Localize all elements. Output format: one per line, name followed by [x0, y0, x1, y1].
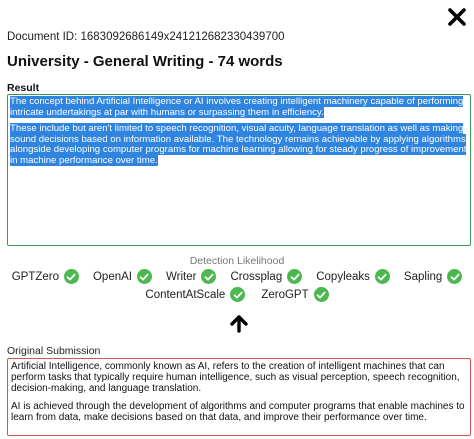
result-paragraph-1: The concept behind Artificial Intelligence or AI involves creating intelligent machinery capable of performing intricate undertakings at par with humans or surpassing them in efficiency. [10, 96, 464, 118]
page-title: University - General Writing - 74 words [7, 53, 283, 70]
detector-writer [166, 269, 216, 284]
detector-label: GPTZero [11, 270, 59, 283]
document-id: Document ID: 1683092686149x241212682330439700 [7, 31, 285, 43]
check-circle-icon [230, 287, 245, 302]
detector-row-2 [0, 287, 474, 302]
detector-openai [93, 269, 152, 284]
detector-label: Copyleaks [316, 270, 370, 283]
detector-zerogpt [261, 287, 328, 302]
detector-label: ZeroGPT [261, 288, 309, 301]
arrow-up-icon [229, 315, 249, 333]
detection-likelihood-heading: Detection Likelihood [189, 255, 285, 267]
original-paragraph-1: Artificial Intelligence, commonly known as AI, refers to the creation of intelligent machines that can perform tasks that typically require human intelligence, such as visual perception, speech recognition, decision-making, and language translation. [11, 361, 460, 395]
detector-sapling [404, 269, 462, 284]
detector-label: ContentAtScale [145, 288, 226, 301]
detector-label: Sapling [403, 270, 443, 283]
detector-crossplag [230, 269, 302, 284]
detector-contentatscale [145, 287, 245, 302]
detector-label: OpenAI [92, 270, 132, 283]
original-submission-label: Original Submission [7, 345, 101, 357]
result-label: Result [7, 82, 40, 94]
original-paragraph-2: AI is achieved through the development of algorithms and computer programs that enable machines to learn from data, make decisions based on that data, and improve their performance over time. [11, 400, 465, 423]
detector-gptzero [12, 269, 79, 284]
check-circle-icon [375, 269, 390, 284]
original-submission-textarea[interactable] [7, 358, 471, 436]
check-circle-icon [137, 269, 152, 284]
check-circle-icon [287, 269, 302, 284]
check-circle-icon [64, 269, 79, 284]
result-paragraph-2: These include but aren't limited to speech recognition, visual acuity, language translation as well as making sound decisions based on information available. The technology remains achievable by applying algorithms alongside developing computer programs for machine learning allowing for steady progress of improvement in machine performance over time. [10, 123, 467, 166]
detector-row-1 [0, 269, 474, 284]
check-circle-icon [447, 269, 462, 284]
detector-label: Writer [165, 270, 197, 283]
result-textarea[interactable] [7, 94, 471, 246]
close-icon[interactable] [448, 8, 466, 26]
check-circle-icon [314, 287, 329, 302]
detector-label: Crossplag [230, 270, 283, 283]
detector-copyleaks [316, 269, 390, 284]
check-circle-icon [201, 269, 216, 284]
